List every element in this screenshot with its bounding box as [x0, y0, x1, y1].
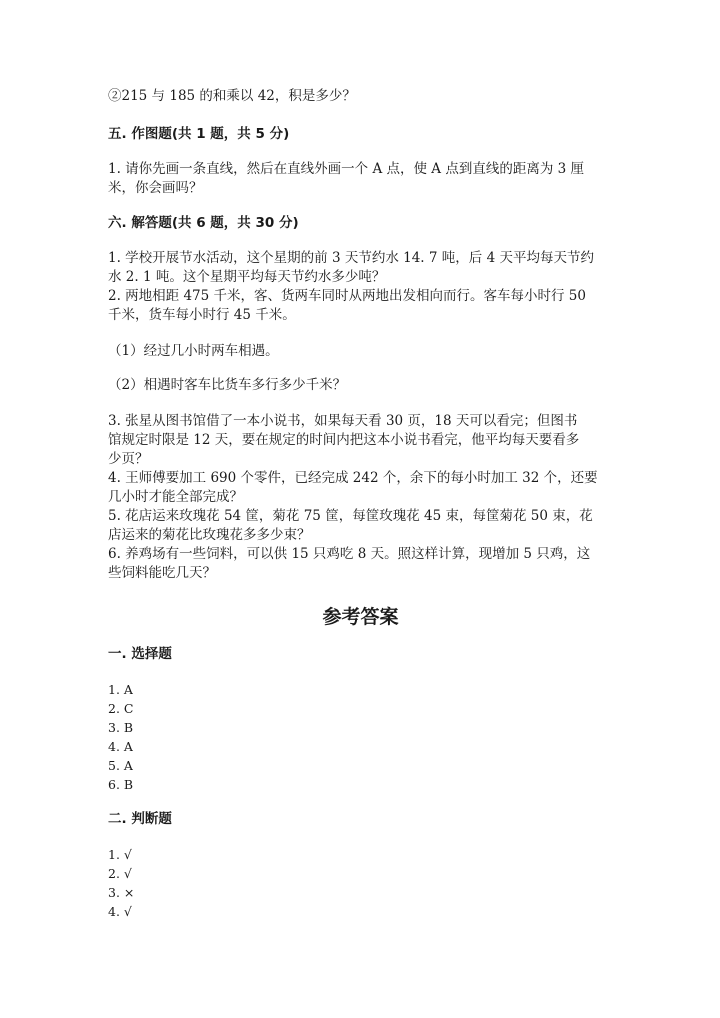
section-6-question-3-line-2: 馆规定时限是 12 天，要在规定的时间内把这本小说书看完，他平均每天要看多 — [108, 432, 580, 448]
section-6-question-4-line-2: 几小时才能全部完成？ — [108, 489, 243, 505]
answer-item: 4. A — [108, 739, 133, 754]
answer-item: 6. B — [108, 777, 134, 792]
answer-item: 3. B — [108, 720, 134, 735]
section-6-question-2-sub-1: （1）经过几小时两车相遇。 — [108, 343, 279, 359]
section-6-heading: 六. 解答题(共 6 题，共 30 分) — [108, 215, 299, 231]
section-5-question-1-line-1: 1. 请你先画一条直线，然后在直线外画一个 A 点，使 A 点到直线的距离为 3 厘 — [108, 161, 585, 177]
section-6-question-3-line-3: 少页？ — [108, 451, 149, 467]
answer-item: 2. C — [108, 701, 134, 716]
answers-title: 参考答案 — [322, 606, 399, 628]
answers-section-2-heading: 二. 判断题 — [108, 811, 172, 827]
question-4-2: ②215 与 185 的和乘以 42，积是多少？ — [108, 88, 356, 104]
section-6-question-3-line-1: 3. 张星从图书馆借了一本小说书，如果每天看 30 页，18 天可以看完；但图书 — [108, 413, 578, 429]
section-5-question-1-line-2: 米，你会画吗？ — [108, 180, 203, 196]
section-6-question-2-line-2: 千米，货车每小时行 45 千米。 — [108, 307, 296, 323]
answer-item: 2. √ — [108, 866, 132, 881]
answer-item: 3. × — [108, 885, 135, 900]
section-6-question-1-line-2: 水 2. 1 吨。这个星期平均每天节约水多少吨？ — [108, 269, 386, 285]
section-6-question-2-sub-2: （2）相遇时客车比货车多行多少千米？ — [108, 377, 347, 393]
section-6-question-6-line-1: 6. 养鸡场有一些饲料，可以供 15 只鸡吃 8 天。照这样计算，现增加 5 只鸡，这 — [108, 546, 591, 562]
section-6-question-5-line-2: 店运来的菊花比玫瑰花多多少束？ — [108, 527, 311, 543]
section-6-question-2-line-1: 2. 两地相距 475 千米，客、货两车同时从两地出发相向而行。客车每小时行 50 — [108, 288, 586, 304]
section-6-question-5-line-1: 5. 花店运来玫瑰花 54 筐，菊花 75 筐，每筐玫瑰花 45 束，每筐菊花 50 束，花 — [108, 508, 593, 524]
section-6-question-4-line-1: 4. 王师傅要加工 690 个零件，已经完成 242 个，余下的每小时加工 32 个，还要 — [108, 470, 598, 486]
answers-section-1-heading: 一. 选择题 — [108, 646, 172, 662]
section-6-question-6-line-2: 些饲料能吃几天？ — [108, 565, 216, 581]
answer-item: 1. A — [108, 682, 133, 697]
section-5-heading: 五. 作图题(共 1 题，共 5 分) — [108, 126, 290, 142]
answer-item: 4. √ — [108, 904, 132, 919]
answer-item: 5. A — [108, 758, 133, 773]
answer-item: 1. √ — [108, 847, 132, 862]
section-6-question-1-line-1: 1. 学校开展节水活动，这个星期的前 3 天节约水 14. 7 吨，后 4 天平均每天节约 — [108, 250, 594, 266]
